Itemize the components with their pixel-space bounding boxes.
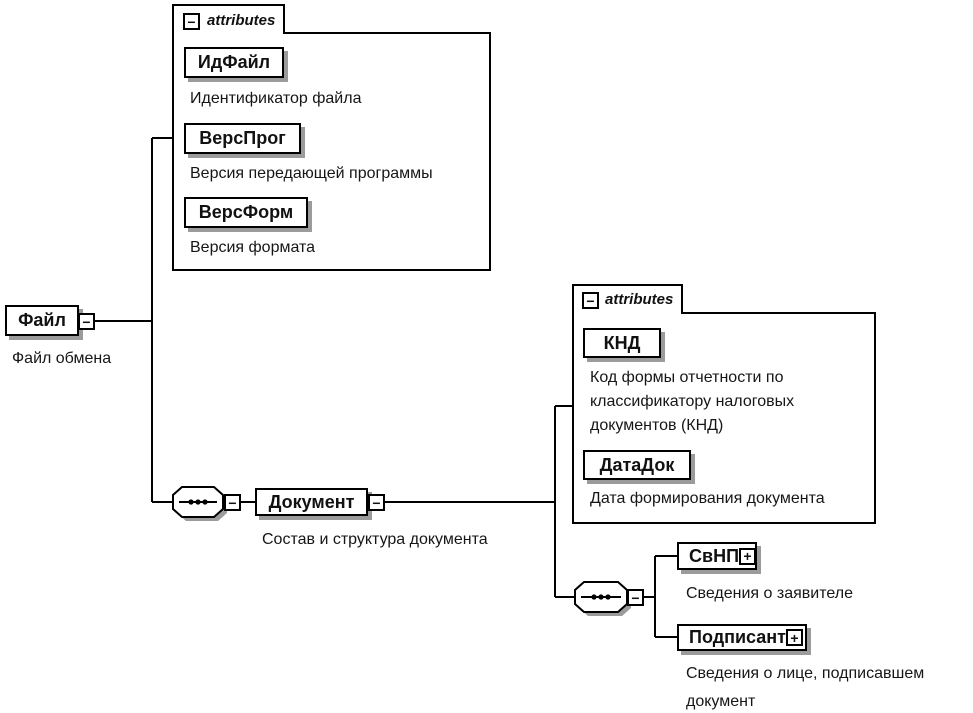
element-svnp[interactable] xyxy=(677,542,757,570)
attribute-datadok-annotation: Дата формирования документа xyxy=(590,490,825,507)
element-document-annotation: Состав и структура документа xyxy=(262,531,488,548)
attribute-idfile-label: ИдФайл xyxy=(197,52,271,72)
document-attributes-tab-label: attributes xyxy=(605,291,674,308)
element-podpisant-label: Подписант xyxy=(689,627,786,647)
expand-icon[interactable]: + xyxy=(739,548,756,565)
element-document-label: Документ xyxy=(268,491,355,512)
sequence-glyph-dot xyxy=(188,499,193,504)
collapse-icon[interactable]: − xyxy=(582,292,599,309)
collapse-icon[interactable]: − xyxy=(368,494,385,511)
attribute-knd[interactable] xyxy=(583,328,661,358)
attribute-versform[interactable] xyxy=(184,197,308,228)
element-file-label: Файл xyxy=(18,310,66,330)
expand-icon[interactable]: + xyxy=(786,629,803,646)
attribute-versform-annotation: Версия формата xyxy=(190,239,316,256)
sequence-glyph-dot xyxy=(605,594,610,599)
collapse-icon[interactable]: − xyxy=(627,589,644,606)
collapse-icon[interactable]: − xyxy=(78,313,95,330)
element-svnp-annotation: Сведения о заявителе xyxy=(686,585,853,602)
element-document[interactable] xyxy=(255,488,368,516)
attribute-knd-label: КНД xyxy=(603,332,641,353)
attribute-idfile-annotation: Идентификатор файла xyxy=(190,90,362,107)
element-podpisant-annotation: Сведения о лице, подписавшем документ xyxy=(686,665,925,710)
attribute-knd-annotation: Код формы отчетности по классификатору налоговых документов (КНД) xyxy=(590,369,795,434)
sequence-glyph-dot xyxy=(195,499,200,504)
collapse-icon[interactable]: − xyxy=(183,13,200,30)
element-file-annotation: Файл обмена xyxy=(12,350,112,367)
element-file[interactable] xyxy=(5,305,79,336)
attribute-versprog-label: ВерсПрог xyxy=(199,128,286,148)
sequence-icon-document[interactable] xyxy=(575,582,631,616)
attribute-datadok[interactable] xyxy=(583,450,691,480)
sequence-glyph-dot xyxy=(591,594,596,599)
attribute-datadok-label: ДатаДок xyxy=(599,454,675,475)
file-attributes-tab-label: attributes xyxy=(207,12,276,29)
attribute-idfile[interactable] xyxy=(184,47,284,78)
sequence-glyph-dot xyxy=(598,594,603,599)
sequence-glyph-dot xyxy=(202,499,207,504)
sequence-icon-file[interactable] xyxy=(173,487,227,521)
attribute-versprog-annotation: Версия передающей программы xyxy=(190,165,433,182)
collapse-icon[interactable]: − xyxy=(224,494,241,511)
attribute-versform-label: ВерсФорм xyxy=(198,202,294,222)
element-podpisant[interactable] xyxy=(677,624,807,651)
attribute-versprog[interactable] xyxy=(184,123,301,154)
element-svnp-label: СвНП xyxy=(689,545,740,566)
